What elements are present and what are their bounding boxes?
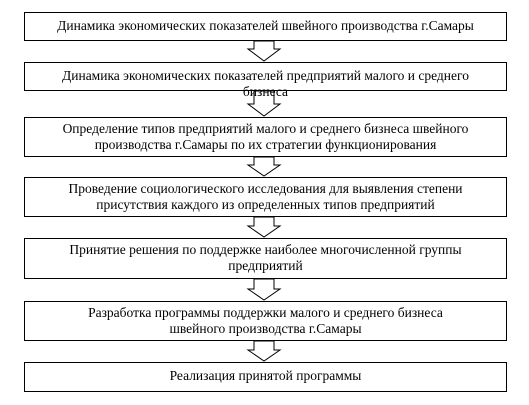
flow-step-6-line-2: швейного производства г.Самары [169, 321, 362, 336]
flow-arrow-3 [248, 157, 280, 176]
flow-step-2-line-1: Динамика экономических показателей предприятий малого и среднего [62, 68, 469, 83]
flow-step-2-line-2: бизнеса [242, 84, 289, 99]
flow-step-3-line-1: Определение типов предприятий малого и среднего бизнеса швейного [62, 121, 469, 136]
flow-arrow-6 [248, 341, 280, 361]
flow-arrow-1 [248, 41, 280, 61]
flow-step-2 [24, 62, 507, 99]
flow-step-1 [24, 12, 507, 41]
flow-step-7-line-1: Реализация принятой программы [169, 368, 362, 383]
flow-arrow-5 [248, 279, 280, 300]
flow-step-3-line-2: производства г.Самары по их стратегии функционирования [94, 137, 437, 152]
flow-step-5 [24, 238, 507, 279]
flow-step-6 [24, 301, 507, 341]
flow-step-6-line-1: Разработка программы поддержки малого и среднего бизнеса [88, 305, 443, 320]
flow-step-4-line-2: присутствия каждого из определенных типов предприятий [96, 197, 435, 212]
flow-step-5-line-1: Принятие решения по поддержке наиболее многочисленной группы [69, 242, 462, 257]
flow-arrow-4 [248, 217, 280, 237]
flow-step-7 [24, 362, 507, 392]
flow-step-4 [24, 177, 507, 217]
flow-step-4-line-1: Проведение социологического исследования для выявления степени [68, 181, 463, 196]
flow-step-1-line-1: Динамика экономических показателей швейного производства г.Самары [57, 18, 474, 33]
flow-step-3 [24, 117, 507, 157]
flow-step-5-line-2: предприятий [228, 258, 303, 273]
